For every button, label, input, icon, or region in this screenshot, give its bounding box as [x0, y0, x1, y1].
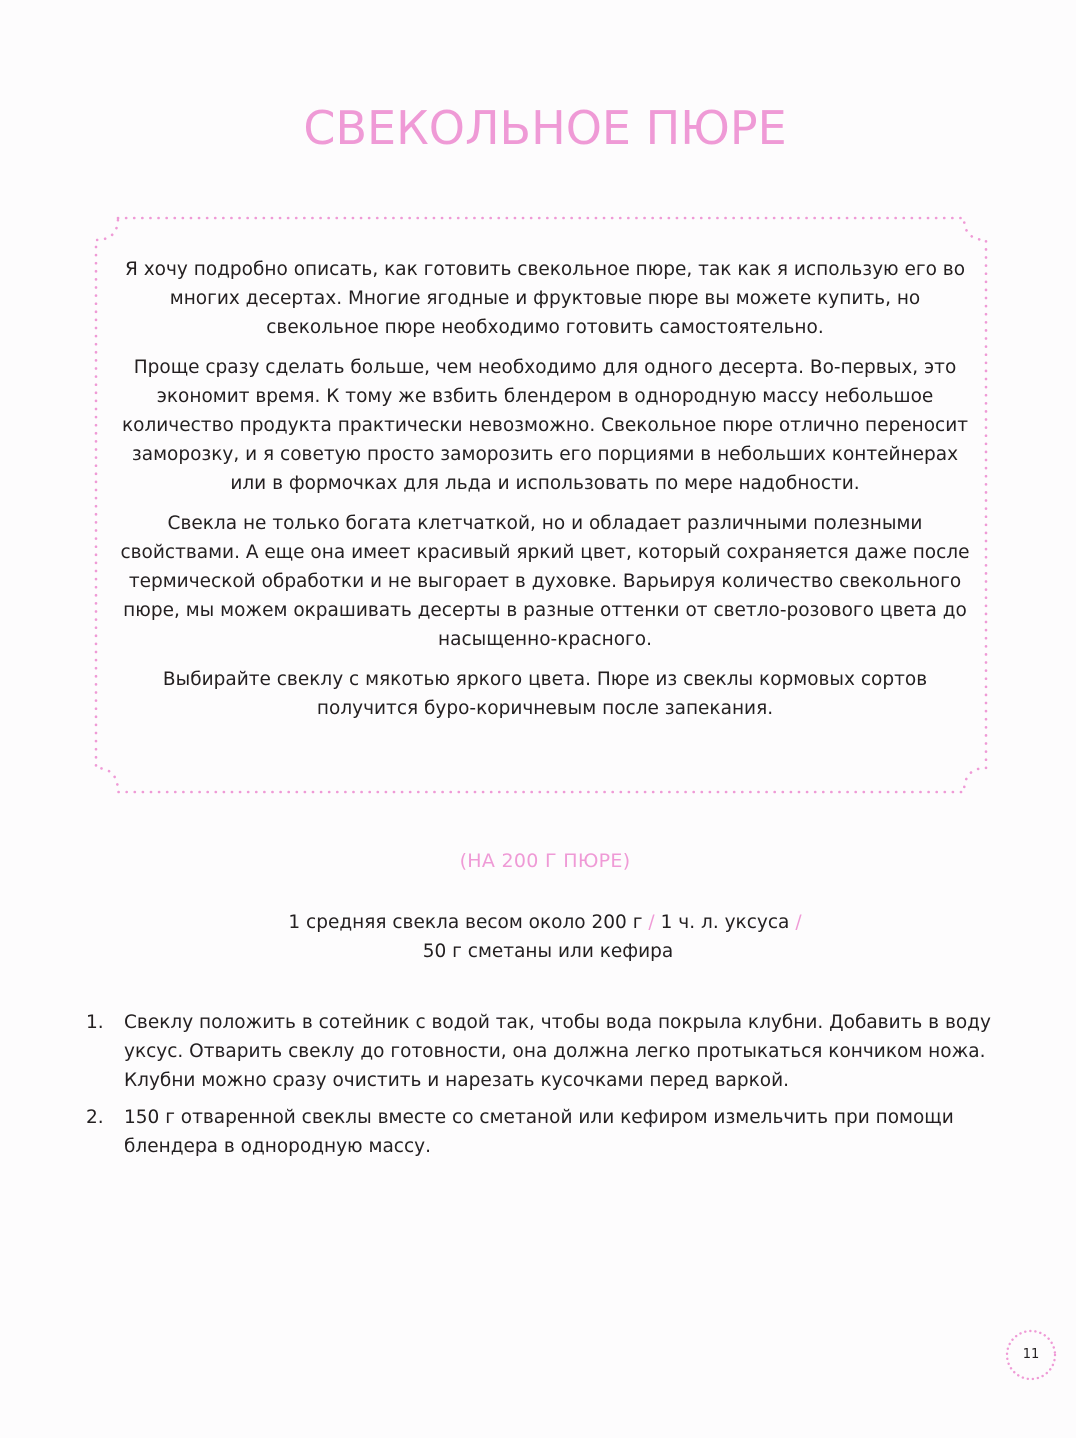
step-text: Свеклу положить в сотейник с водой так, чтобы вода покрыла клубни. Добавить в воду уксус. Отварить свеклу до готовности, она должна легко протыкаться кончиком ножа. Клубни можно сразу очистить и нарезать кусочками перед варкой. [124, 1012, 991, 1091]
yield-label: (НА 200 Г ПЮРЕ) [459, 850, 631, 872]
page-number: 11 [1022, 1347, 1040, 1362]
step-item [86, 1103, 1006, 1161]
ingredient-separator: / [648, 912, 655, 933]
ingredient-sour-cream: 50 г сметаны или кефира [422, 941, 674, 962]
page-number-badge [1004, 1328, 1058, 1382]
ingredients-list [0, 908, 1076, 966]
step-number: 2. [86, 1107, 104, 1128]
step-item [86, 1008, 1006, 1095]
ingredient-separator: / [795, 912, 802, 933]
intro-paragraph-2: Проще сразу сделать больше, чем необходимо для одного десерта. Во-первых, это экономит время. К тому же взбить блендером в однородную массу небольшое количество продукта практически невозможно. Свекольное пюре отлично переносит заморозку, и я советую просто заморозить его порциями в небольших контейнерах или в формочках для льда и использовать по мере надобности. [121, 357, 969, 494]
intro-paragraph-3: Свекла не только богата клетчаткой, но и обладает различными полезными свойствами. А еще она имеет красивый яркий цвет, который сохраняется даже после термической обработки и не выгорает в духовке. Варьируя количество свекольного пюре, мы можем окрашивать десерты в разные оттенки от светло-розового цвета до насыщенно-красного. [120, 513, 970, 650]
steps-list [86, 1008, 1006, 1169]
intro-text [120, 255, 970, 734]
intro-paragraph-4: Выбирайте свеклу с мякотью яркого цвета. Пюре из свеклы кормовых сортов получится буро-коричневым после запекания. [162, 669, 928, 719]
page-title: СВЕКОЛЬНОЕ ПЮРЕ [303, 101, 787, 155]
intro-paragraph-1: Я хочу подробно описать, как готовить свекольное пюре, так как я использую его во многих десертах. Многие ягодные и фруктовые пюре вы можете купить, но свекольное пюре необходимо готовить самостоятельно. [124, 259, 966, 338]
ingredient-vinegar: 1 ч. л. уксуса [660, 912, 790, 933]
step-text: 150 г отваренной свеклы вместе со сметаной или кефиром измельчить при помощи блендера в однородную массу. [124, 1107, 954, 1157]
ingredient-beet: 1 средняя свекла весом около 200 г [288, 912, 643, 933]
step-number: 1. [86, 1012, 104, 1033]
